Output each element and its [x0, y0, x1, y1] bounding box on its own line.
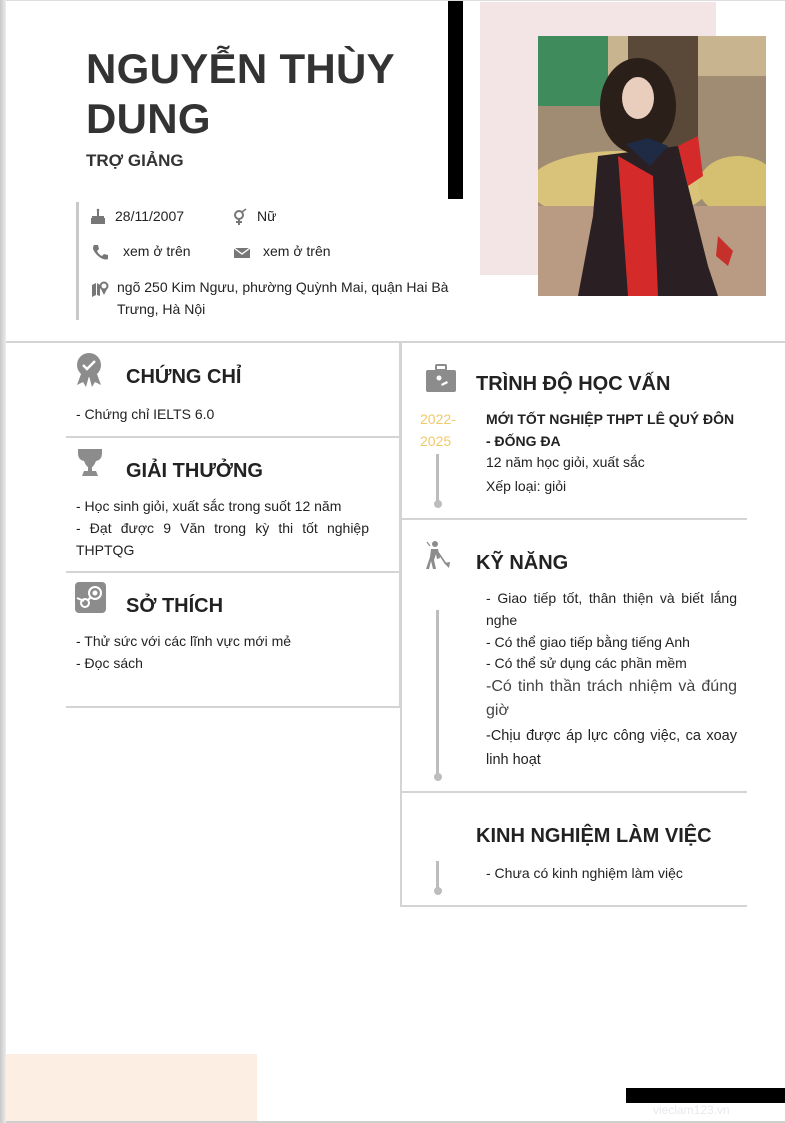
- envelope-icon: [233, 243, 251, 261]
- education-timeline-dot: [434, 500, 442, 508]
- education-year-end: 2025: [420, 433, 452, 449]
- map-pin-icon: [91, 280, 109, 298]
- address-value: ngõ 250 Kim Ngưu, phường Quỳnh Mai, quận Hai Bà Trưng, Hà Nội: [117, 279, 449, 317]
- skill-item: - Có thể sử dụng các phần mềm: [486, 655, 687, 671]
- award-item: - Đạt được 9 Văn trong kỳ thi tốt nghiệp THPTQG: [76, 520, 369, 558]
- briefcase-icon: [425, 364, 455, 398]
- skills-title: KỸ NĂNG: [476, 552, 569, 574]
- watermark: vieclam123.vn: [653, 1103, 730, 1117]
- hobby-item: - Thử sức với các lĩnh vực mới mẻ: [76, 633, 292, 649]
- address-row: [91, 278, 461, 320]
- gender-value: Nữ: [257, 208, 277, 224]
- awards-divider: [66, 571, 399, 573]
- education-divider: [400, 518, 747, 520]
- certificates-divider: [66, 436, 399, 438]
- experience-item: - Chưa có kinh nghiệm làm việc: [486, 865, 683, 881]
- email-value: xem ở trên: [263, 243, 331, 259]
- steam-icon: [75, 582, 105, 616]
- hobbies-divider: [66, 706, 401, 708]
- skills-timeline-dot: [434, 773, 442, 781]
- candidate-name: NGUYỄN THÙY DUNG: [86, 45, 395, 142]
- worker-shovel-icon: [425, 540, 455, 574]
- decorative-peach-block: [6, 1054, 257, 1121]
- education-detail: Xếp loại: giỏi: [486, 478, 567, 494]
- experience-divider: [400, 905, 747, 907]
- skill-item: -Có tinh thần trách nhiệm và đúng giờ: [486, 678, 737, 719]
- trophy-icon: [74, 447, 104, 481]
- birthday-cake-icon: [89, 208, 107, 226]
- email-row: [233, 243, 331, 261]
- skill-item: - Có thể giao tiếp bằng tiếng Anh: [486, 634, 690, 650]
- gender-icon: [231, 208, 249, 226]
- education-timeline-line: [436, 454, 439, 502]
- birthday-value: 28/11/2007: [115, 208, 185, 224]
- personal-info-block: [76, 202, 469, 320]
- decorative-footer-bar: [626, 1088, 785, 1103]
- skill-item: - Giao tiếp tốt, thân thiện và biết lắng nghe: [486, 590, 737, 628]
- education-year-start: 2022-: [420, 411, 456, 427]
- awards-title: GIẢI THƯỞNG: [126, 460, 263, 482]
- page-left-shadow: [0, 0, 6, 1123]
- phone-icon: [91, 243, 109, 261]
- education-school: MỚI TỐT NGHIỆP THPT LÊ QUÝ ĐÔN - ĐỐNG ĐA: [486, 411, 735, 449]
- certificates-title: CHỨNG CHỈ: [126, 366, 242, 388]
- education-title: TRÌNH ĐỘ HỌC VẤN: [476, 373, 671, 395]
- award-item: - Học sinh giỏi, xuất sắc trong suốt 12 năm: [76, 498, 342, 514]
- birthday-row: [89, 208, 184, 226]
- header-divider: [6, 341, 785, 343]
- certificate-item: - Chứng chỉ IELTS 6.0: [76, 406, 215, 422]
- job-title: TRỢ GIẢNG: [86, 151, 184, 170]
- experience-timeline-dot: [434, 887, 442, 895]
- phone-value: xem ở trên: [123, 243, 191, 259]
- page-top-border: [6, 0, 785, 1]
- hobbies-title: SỞ THÍCH: [126, 595, 224, 617]
- skill-item: -Chịu được áp lực công việc, ca xoay linh hoạt: [486, 728, 737, 768]
- phone-row: [91, 243, 191, 261]
- experience-title: KINH NGHIỆM LÀM VIỆC: [476, 825, 712, 847]
- skills-divider: [400, 791, 747, 793]
- education-detail: 12 năm học giỏi, xuất sắc: [486, 454, 645, 470]
- experience-timeline-line: [436, 861, 439, 889]
- gender-row: [231, 208, 276, 226]
- skills-timeline-line: [436, 610, 439, 774]
- hobby-item: - Đọc sách: [76, 655, 143, 671]
- decorative-black-bar: [448, 1, 463, 199]
- profile-photo: [538, 36, 766, 296]
- certificate-badge-icon: [74, 352, 104, 386]
- column-divider: [400, 343, 402, 906]
